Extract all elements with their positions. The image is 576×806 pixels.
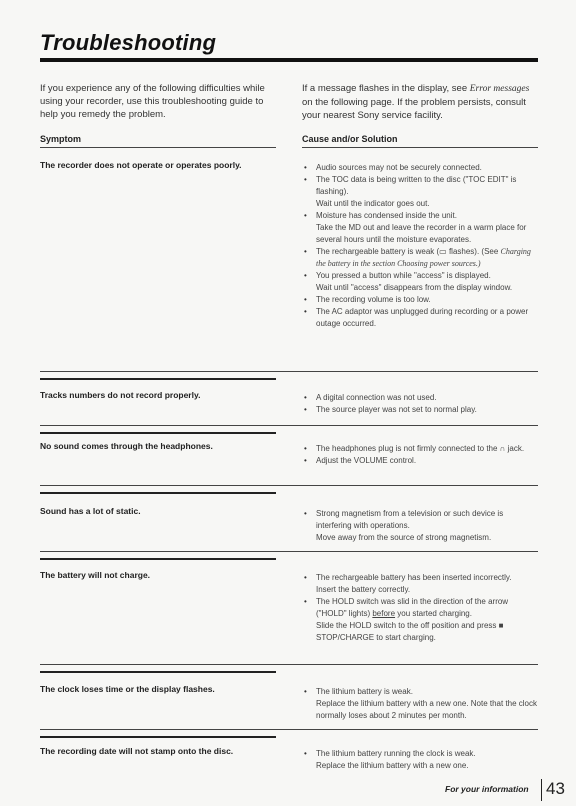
cause-text: The lithium battery is weak. (316, 687, 413, 696)
cause-column-header: Cause and/or Solution (302, 134, 398, 144)
cause-text: The TOC data is being written to the disc ("TOC EDIT" is flashing). (316, 175, 517, 196)
cause-text: The source player was not set to normal play. (316, 405, 477, 414)
solution-text: Take the MD out and leave the recorder in a warm place for several hours until the moisture evaporates. (316, 223, 527, 244)
cause-text: Strong magnetism from a television or such device is interfering with operations. (316, 509, 504, 530)
solution-text: Wait until the indicator goes out. (316, 199, 430, 208)
cause-text-post: you started charging. (395, 609, 472, 618)
cause-item (302, 572, 538, 596)
cause-list (302, 748, 538, 772)
cause-text-underlined: before (372, 609, 396, 618)
symptom-text: The recorder does not operate or operates poorly. (40, 160, 242, 170)
cause-text: Audio sources may not be securely connected. (316, 163, 482, 172)
cause-item (302, 748, 538, 772)
cause-item (302, 508, 538, 544)
cause-text-pre: The HOLD switch was slid in the direction of the arrow ("HOLD" lights) (316, 597, 509, 618)
cause-item (302, 174, 538, 210)
cause-item (302, 686, 538, 722)
row-separator (40, 485, 538, 486)
cause-text: You pressed a button while "access" is displayed. (316, 271, 491, 280)
row-separator-thick (40, 378, 276, 380)
symptom-text: No sound comes through the headphones. (40, 441, 213, 451)
cause-text: The AC adaptor was unplugged during recording or a power outage occurred. (316, 307, 529, 328)
cause-item (302, 210, 538, 246)
row-separator-thick (40, 671, 276, 673)
cause-list (302, 686, 538, 722)
cause-list (302, 508, 538, 544)
cause-item (302, 596, 538, 644)
solution-text: Insert the battery correctly. (316, 585, 411, 594)
cause-list (302, 572, 538, 644)
intro-left: If you experience any of the following difficulties while using your recorder, use this troubleshooting guide to help you remedy the problem. (40, 83, 265, 120)
row-separator (40, 371, 538, 372)
cause-item (302, 294, 538, 306)
title-rule (40, 58, 538, 62)
solution-text: Replace the lithium battery with a new one. Note that the clock normally loses about 2 minutes per month. (316, 699, 538, 720)
row-separator-thick (40, 492, 276, 494)
solution-text: Replace the lithium battery with a new one. (316, 761, 469, 770)
cause-list (302, 392, 538, 416)
page-title: Troubleshooting (40, 30, 217, 55)
row-separator (40, 425, 538, 426)
symptom-text: Tracks numbers do not record properly. (40, 390, 201, 400)
footer-divider (541, 779, 542, 801)
cause-item (302, 443, 538, 455)
cause-list (302, 443, 538, 467)
row-separator-thick (40, 736, 276, 738)
cause-text: The recording volume is too low. (316, 295, 431, 304)
charging-reference: Charging the battery in the section Choosing power sources.) (316, 247, 531, 268)
cause-text: Moisture has condensed inside the unit. (316, 211, 457, 220)
cause-item (302, 246, 538, 270)
row-separator (40, 729, 538, 730)
symptom-text: The recording date will not stamp onto the disc. (40, 746, 234, 756)
row-separator (40, 551, 538, 552)
row-separator-thick (40, 558, 276, 560)
page-number: 43 (546, 779, 565, 798)
cause-text: The lithium battery running the clock is weak. (316, 749, 476, 758)
cause-item (302, 162, 538, 174)
solution-text: Wait until "access" disappears from the display window. (316, 283, 513, 292)
symptom-column-header: Symptom (40, 134, 82, 144)
intro-right (302, 82, 542, 122)
cause-text: Adjust the VOLUME control. (316, 456, 417, 465)
intro-right-pre: If a message flashes in the display, see (302, 83, 470, 94)
cause-item (302, 270, 538, 294)
cause-text: The rechargeable battery has been inserted incorrectly. (316, 573, 512, 582)
section-footer-label: For your information (445, 784, 529, 794)
cause-item (302, 392, 538, 404)
solution-text: Move away from the source of strong magnetism. (316, 533, 492, 542)
header-rule-left (40, 147, 276, 148)
cause-text: A digital connection was not used. (316, 393, 437, 402)
cause-list (302, 162, 538, 330)
cause-item (302, 455, 538, 467)
row-separator (40, 664, 538, 665)
cause-text: The rechargeable battery is weak (▭ flashes). (See (316, 247, 499, 256)
error-messages-reference: Error messages (469, 84, 530, 94)
symptom-text: The clock loses time or the display flashes. (40, 684, 215, 694)
cause-item (302, 306, 538, 330)
header-rule-right (302, 147, 538, 148)
cause-text: The headphones plug is not firmly connected to the ∩ jack. (316, 444, 525, 453)
solution-text: Slide the HOLD switch to the off position and press ■ STOP/CHARGE to start charging. (316, 621, 504, 642)
intro-right-post: on the following page. If the problem persists, consult your nearest Sony service facility. (302, 97, 526, 121)
cause-item (302, 404, 538, 416)
symptom-text: The battery will not charge. (40, 570, 151, 580)
row-separator-thick (40, 432, 276, 434)
symptom-text: Sound has a lot of static. (40, 506, 141, 516)
